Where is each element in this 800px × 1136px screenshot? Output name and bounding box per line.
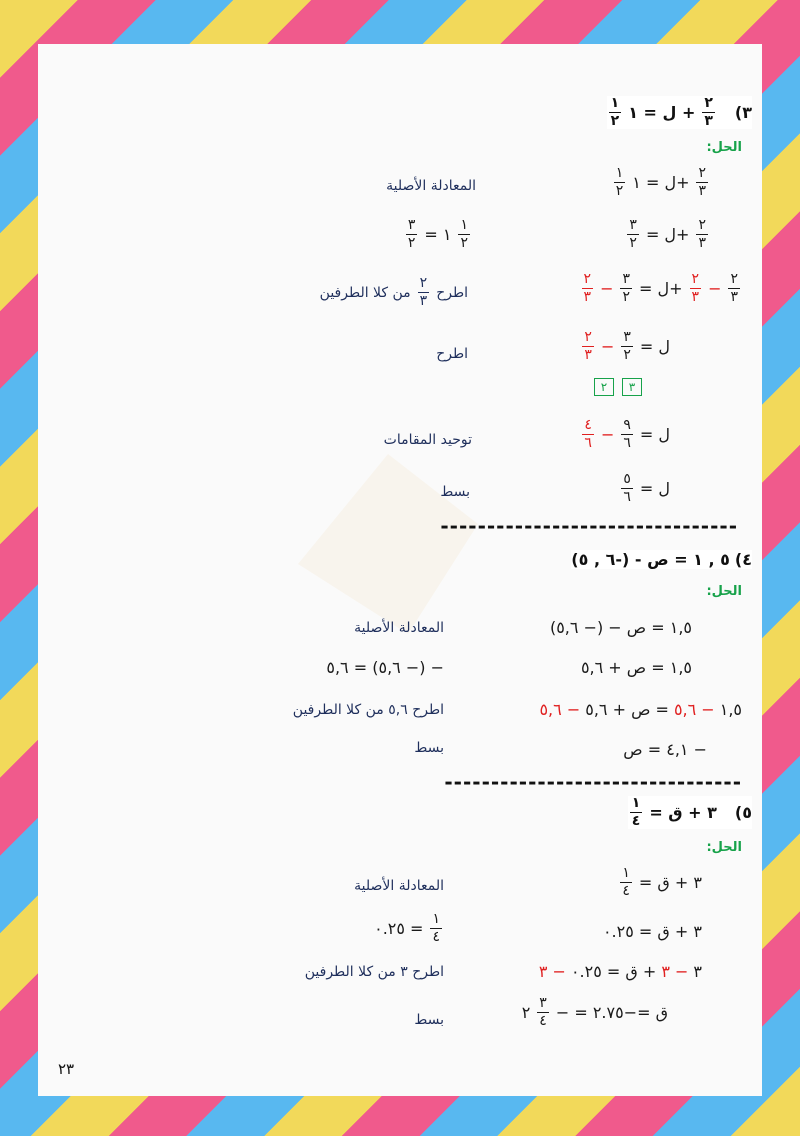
separator: -------------------------------- — [440, 514, 738, 538]
step-equation: ١,٥ = ص − (− ٥,٦) — [549, 618, 692, 637]
problem-number: ٣) — [734, 103, 752, 122]
step-note: بسط — [440, 484, 470, 500]
fraction: $\frac{١}{٤}$ — [631, 795, 641, 829]
book-watermark-icon — [288, 444, 488, 644]
step-equation: − ٤,١ = ص — [623, 740, 707, 759]
step-equation: $\frac{٢}{٣}$ +ل = ١ $\frac{١}{٢}$ — [615, 165, 706, 199]
step-equation: ل = $\frac{٥}{٦}$ — [623, 471, 670, 505]
step-note: المعادلة الأصلية — [354, 620, 444, 636]
step-note: اطرح $\frac{٢}{٣}$ من كلا الطرفين — [319, 275, 468, 309]
step-note: توحيد المقامات — [383, 432, 472, 448]
step-note: $\frac{١}{٤}$ = ٠.٢٥ — [374, 911, 440, 945]
equation-text: + ل = ١ — [628, 103, 696, 122]
step-equation: $\frac{٢}{٣}$ +ل = $\frac{٣}{٢}$ — [629, 217, 706, 251]
worksheet-page — [38, 44, 762, 1096]
step-equation: ٣ − ٣ + ق = ٠.٢٥ − ٣ — [538, 962, 702, 981]
problem-3-question — [607, 96, 752, 129]
multiplier-box: ٢ — [594, 378, 614, 396]
step-note: المعادلة الأصلية — [354, 878, 444, 894]
step-equation: ل = $\frac{٩}{٦}$ − $\frac{٤}{٦}$ — [584, 417, 670, 451]
multiplier-box: ٣ — [622, 378, 642, 396]
step-equation: $\frac{٢}{٣}$ − $\frac{٢}{٣}$ +ل = $\frac{٣}{٢}$ − $\frac{٢}{٣}$ — [583, 271, 738, 305]
step-note: اطرح ٥,٦ من كلا الطرفين — [292, 702, 444, 718]
separator: -------------------------------- — [444, 770, 742, 794]
problem-number: ٤) — [734, 550, 752, 569]
step-equation: ٣ + ق = $\frac{١}{٤}$ — [622, 865, 702, 899]
step-equation: ل = $\frac{٣}{٢}$ − $\frac{٢}{٣}$ — [584, 329, 670, 363]
fraction: $\frac{١}{٢}$ — [610, 95, 620, 129]
step-note: اطرح — [436, 346, 468, 362]
step-note: بسط — [414, 740, 444, 756]
equation-text: ٣ + ق = — [649, 803, 717, 822]
problem-4-question — [571, 550, 752, 569]
page-number: ٢٣ — [58, 1060, 75, 1078]
step-note: اطرح ٣ من كلا الطرفين — [304, 964, 444, 980]
fraction: $\frac{٢}{٣}$ — [704, 95, 713, 129]
problem-5-question — [628, 796, 752, 829]
lcm-boxes — [594, 378, 642, 396]
solution-label: الحل: — [706, 840, 742, 855]
step-note: المعادلة الأصلية — [386, 178, 476, 194]
solution-label: الحل: — [706, 584, 742, 599]
step-equation: ١,٥ = ص + ٥,٦ — [580, 658, 692, 677]
step-note: − (− ٥,٦) = ٥,٦ — [326, 658, 444, 677]
solution-label: الحل: — [706, 140, 742, 155]
step-equation: ١,٥ − ٥,٦ = ص + ٥,٦ − ٥,٦ — [539, 700, 742, 719]
equation-text: ٥ , ١ = ص - (-٦ , ٥) — [571, 550, 730, 569]
step-equation: ق =−٢.٧٥ = − $\frac{٣}{٤}$ ٢ — [521, 995, 668, 1029]
problem-number: ٥) — [734, 803, 752, 822]
step-note: بسط — [414, 1012, 444, 1028]
step-equation: ٣ + ق = ٠.٢٥ — [602, 922, 702, 941]
step-note: $\frac{١}{٢}$ ١ = $\frac{٣}{٢}$ — [407, 217, 468, 251]
